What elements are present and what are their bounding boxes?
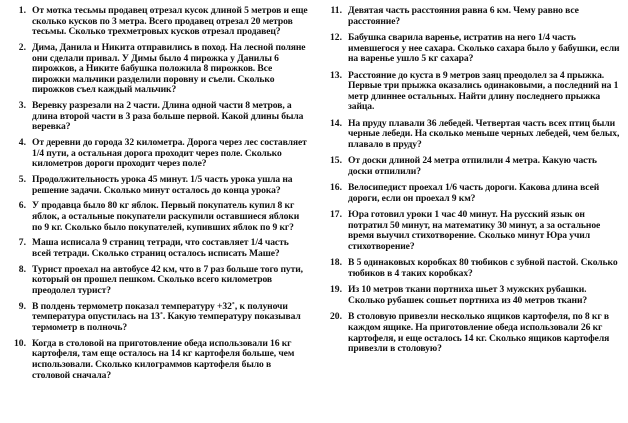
problem-text: На пруду плавали 36 лебедей. Четвертая часть всех птиц были черные лебеди. На сколько меньше черных лебедей, чем белых, плавало в пруду?	[348, 117, 620, 150]
problem-item	[322, 6, 622, 27]
problem-number: 12.	[330, 31, 342, 43]
problem-number: 1.	[18, 5, 26, 16]
problem-number: 18.	[330, 257, 342, 269]
right-column	[322, 6, 622, 361]
problem-number: 17.	[330, 209, 342, 221]
problem-text: Из 10 метров ткани портниха шьет 3 мужских рубашки. Сколько рубашек сошьет портниха из 40 метров ткани?	[348, 284, 588, 307]
problem-number: 16.	[330, 182, 342, 194]
problem-item	[6, 265, 310, 297]
problem-number: 15.	[330, 155, 342, 167]
problem-text: От мотка тесьмы продавец отрезал кусок длиной 5 метров и еще сколько кусков по 3 метра. Всего продавец отрезал 20 метров тесьмы. Сколько трехметровых кусков отрезал продавец?	[32, 5, 308, 38]
problem-number: 6.	[18, 200, 26, 212]
problem-text: Веревку разрезали на 2 части. Длина одной части 8 метров, а длина второй части в 3 раза больше первой. Какой длины была веревка?	[32, 100, 304, 133]
problem-number: 20.	[330, 311, 342, 323]
problem-text: Велосипедист проехал 1/6 часть дороги. Какова длина всей дороги, если он проехал 9 км?	[348, 182, 600, 204]
problem-number: 19.	[330, 284, 342, 296]
left-column	[6, 6, 310, 386]
problem-item	[6, 175, 310, 196]
problem-number: 8.	[18, 263, 26, 275]
problem-item	[6, 43, 310, 96]
problem-item	[6, 101, 310, 133]
problem-text: У продавца было 80 кг яблок. Первый покупатель купил 8 кг яблок, а остальные покупатели раскупили оставшиеся яблоки по 9 кг. Сколько было покупателей, купивших яблок по 9 кг?	[32, 200, 300, 233]
problem-number: 11.	[330, 5, 342, 16]
problem-number: 9.	[18, 300, 26, 312]
problem-text: Расстояние до куста в 9 метров заяц преодолел за 4 прыжка. Первые три прыжка оказались одинаковыми, а последний на 1 метр длиннее остальных. Найти длину последнего прыжка зайца.	[348, 69, 619, 113]
problem-item	[322, 258, 622, 279]
problem-number: 3.	[18, 100, 26, 112]
problem-item	[322, 119, 622, 151]
problem-text: От доски длиной 24 метра отпилили 4 метра. Какую часть доски отпилили?	[348, 155, 597, 177]
problem-item	[322, 71, 622, 113]
problem-text: Девятая часть расстояния равна 6 км. Чему равно все расстояние?	[348, 5, 579, 27]
problem-text: Маша исписала 9 страниц тетради, что составляет 1/4 часть всей тетради. Сколько страниц осталось исписать Маше?	[32, 237, 289, 259]
problem-text: В полдень термометр показал температуру +32˚, к полуночи температура опустилась на 13˚. Какую температуру показывал термометр в полночь?	[32, 300, 301, 333]
problem-text: Когда в столовой на приготовление обеда использовали 16 кг картофеля, там еще осталось на 14 кг картофеля больше, чем использовали. Сколько килограммов картофеля было в столовой сначала?	[32, 337, 295, 381]
problem-number: 4.	[18, 137, 26, 149]
problem-text: В столовую привезли несколько ящиков картофеля, по 8 кг в каждом ящике. На приготовление обеда использовали 26 кг картофеля, и еще осталось 14 кг. Сколько ящиков картофеля привезли в столовую?	[348, 311, 610, 355]
problem-number: 13.	[330, 69, 342, 81]
problem-text: Дима, Данила и Никита отправились в поход. На лесной поляне они сделали привал. У Димы было 4 пирожка у Данилы 6 пирожков, а Никите бабушка положила 8 пирожков. Все пирожки мальчики разделили поровну и съели. Сколько пирожков съел каждый мальчик?	[32, 41, 306, 96]
problem-item	[6, 138, 310, 170]
problem-item	[322, 312, 622, 354]
problem-item	[6, 201, 310, 233]
problem-text: От деревни до города 32 километра. Дорога через лес составляет 1/4 пути, а остальная дорога проходит через поле. Сколько километров дороги проходит через поле?	[32, 137, 307, 170]
problem-number: 2.	[18, 41, 26, 53]
problem-number: 7.	[18, 237, 26, 249]
problem-item	[6, 238, 310, 259]
problem-text: Юра готовил уроки 1 час 40 минут. На русский язык он потратил 50 минут, на математику 30 минут, а за остальное время выучил стихотворение. Сколько минут Юра учил стихотворение?	[348, 209, 601, 253]
problem-item	[322, 183, 622, 204]
problem-number: 14.	[330, 117, 342, 129]
problem-item	[322, 210, 622, 252]
problem-number: 10.	[14, 337, 26, 349]
problem-item	[322, 33, 622, 65]
problem-text: В 5 одинаковых коробках 80 тюбиков с зубной пастой. Сколько тюбиков в 4 таких коробках?	[348, 257, 618, 280]
problem-item	[322, 156, 622, 177]
problem-item	[6, 6, 310, 38]
problem-text: Турист проехал на автобусе 42 км, что в 7 раз больше того пути, который он прошел пешком. Сколько всего километров преодолел турист?	[32, 263, 303, 296]
problem-item	[322, 285, 622, 306]
problem-text: Продолжительность урока 45 минут. 1/5 часть урока ушла на решение задачи. Сколько минут осталось до конца урока?	[32, 174, 293, 196]
problem-number: 5.	[18, 174, 26, 186]
problem-item	[6, 339, 310, 381]
problem-text: Бабушка сварила варенье, истратив на него 1/4 часть имевшегося у нее сахара. Сколько сахара было у бабушки, если на варенье ушло 5 кг сахара?	[348, 31, 620, 65]
problem-item	[6, 302, 310, 334]
